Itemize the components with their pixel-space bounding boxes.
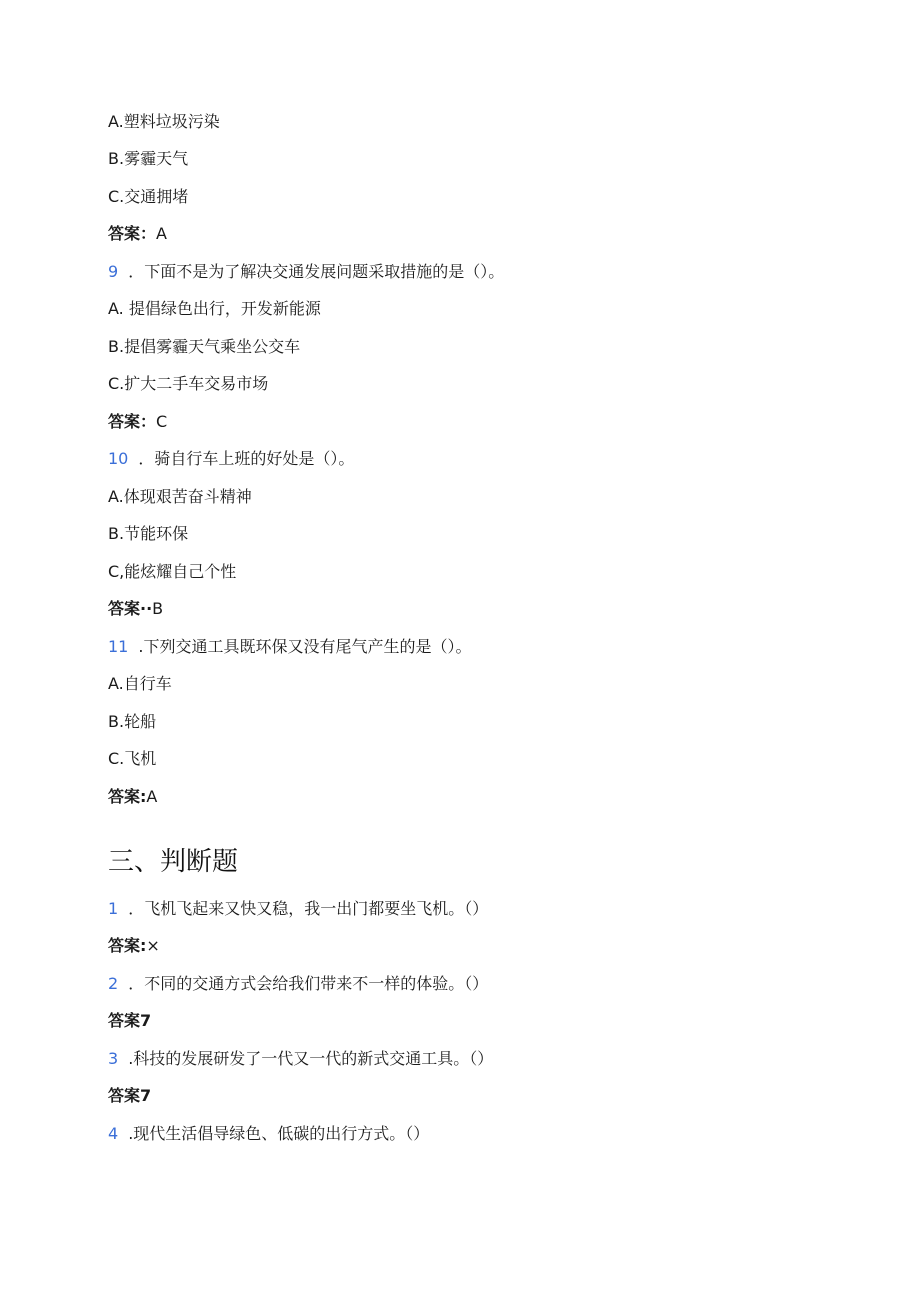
question-number: 10 — [108, 449, 129, 468]
question-number: 3 — [108, 1049, 119, 1068]
tf-question-4 — [108, 1124, 429, 1144]
q8-option-c: C.交通拥堵 — [108, 187, 189, 206]
q9-option-b: B.提倡雾霾天气乘坐公交车 — [108, 337, 301, 356]
q11-answer — [108, 787, 157, 807]
answer-label: 答案: — [108, 787, 147, 806]
question-number: 9 — [108, 262, 119, 281]
tf-question-3 — [108, 1049, 493, 1069]
q10-question — [108, 449, 354, 469]
q11-option-b: B.轮船 — [108, 712, 157, 731]
answer-label: 答案7 — [108, 1011, 152, 1030]
question-text: ．不同的交通方式会给我们带来不一样的体验。（） — [128, 974, 489, 993]
q9-option-c: C.扩大二手车交易市场 — [108, 374, 269, 393]
question-text: .现代生活倡导绿色、低碳的出行方式。（） — [128, 1124, 430, 1143]
q10-answer — [108, 599, 163, 619]
question-number: 4 — [108, 1124, 119, 1143]
q10-option-a: A.体现艰苦奋斗精神 — [108, 487, 252, 506]
q11-option-c: C.飞机 — [108, 749, 157, 768]
q8-answer — [108, 224, 167, 244]
tf-question-1 — [108, 899, 488, 919]
q10-option-b: B.节能环保 — [108, 524, 189, 543]
question-text: ．骑自行车上班的好处是（）。 — [138, 449, 355, 468]
q9-question — [108, 262, 504, 282]
q10-option-c: C,能炫耀自己个性 — [108, 562, 237, 581]
tf-answer-2 — [108, 1011, 151, 1031]
question-number: 2 — [108, 974, 119, 993]
question-text: .下列交通工具既环保又没有尾气产生的是（）。 — [138, 637, 472, 656]
tf-answer-3 — [108, 1086, 151, 1106]
q11-option-a: A.自行车 — [108, 674, 172, 693]
answer-value: A — [146, 787, 158, 806]
question-text: ．飞机飞起来又快又稳，我一出门都要坐飞机。（） — [128, 899, 489, 918]
answer-value: B — [152, 599, 164, 618]
q8-option-a: A.塑料垃圾污染 — [108, 112, 220, 131]
tf-question-2 — [108, 974, 488, 994]
question-text: ．下面不是为了解决交通发展问题采取措施的是（）。 — [128, 262, 505, 281]
tf-answer-1 — [108, 936, 160, 956]
q9-answer — [108, 412, 167, 432]
question-text: .科技的发展研发了一代又一代的新式交通工具。（） — [128, 1049, 494, 1068]
q11-question — [108, 637, 471, 657]
answer-value: C — [156, 412, 168, 431]
answer-label: 答案7 — [108, 1086, 152, 1105]
answer-value: × — [146, 936, 160, 955]
question-number: 1 — [108, 899, 119, 918]
q9-option-a: A. 提倡绿色出行，开发新能源 — [108, 299, 321, 318]
answer-label: 答案： — [108, 412, 157, 431]
section-title: 三、判断题 — [108, 847, 239, 877]
question-number: 11 — [108, 637, 129, 656]
answer-value: A — [156, 224, 167, 243]
q8-option-b: B.雾霾天气 — [108, 149, 189, 168]
answer-label: 答案·· — [108, 599, 153, 618]
answer-label: 答案: — [108, 936, 147, 955]
answer-label: 答案： — [108, 224, 157, 243]
